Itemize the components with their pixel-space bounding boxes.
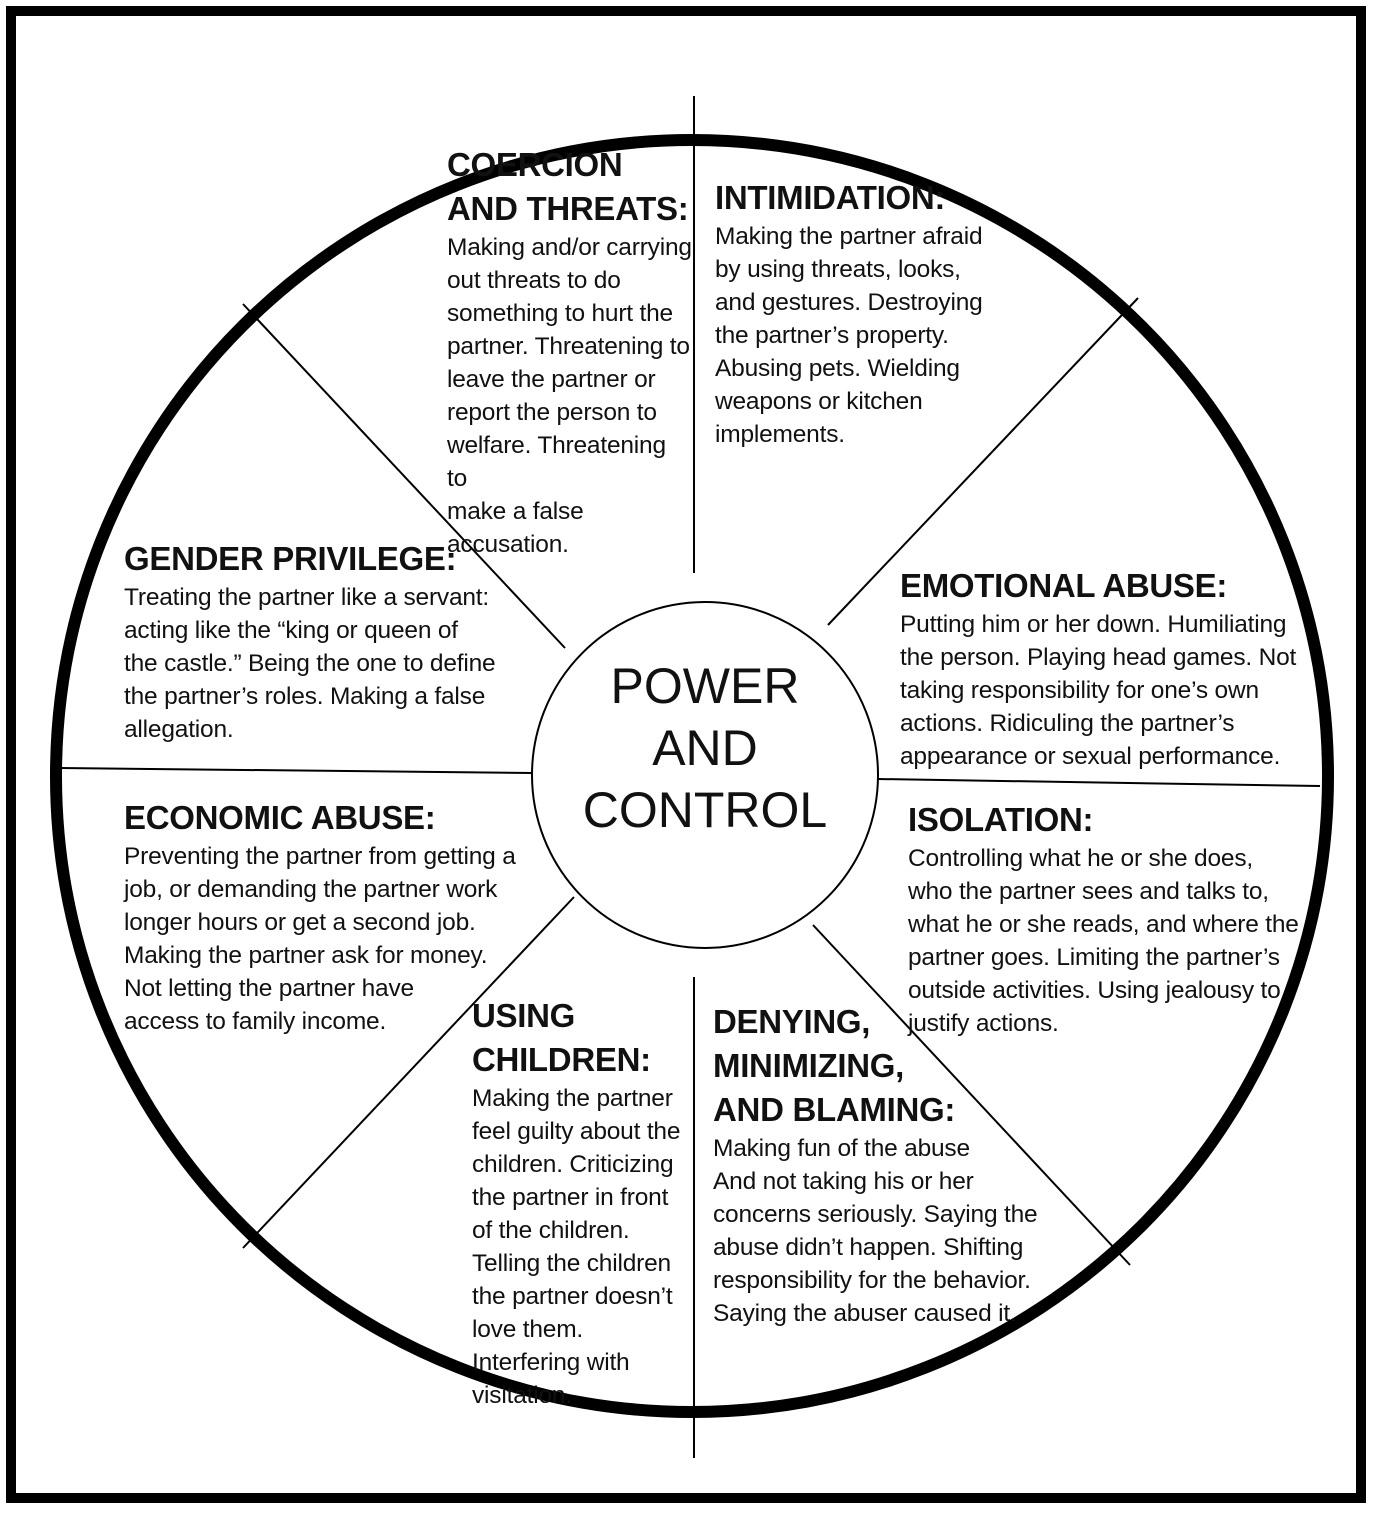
segment-intimidation-title: INTIMIDATION: <box>715 179 946 216</box>
segment-economic-abuse-title: ECONOMIC ABUSE: <box>124 799 436 836</box>
segment-economic-abuse-body: Preventing the partner from getting a job, or demanding the partner work longer hours or get a second job. Making the partner ask for money. Not letting the partner have access to family income. <box>124 843 516 1035</box>
spoke-left <box>60 768 532 773</box>
segment-coercion-body: Making and/or carrying out threats to do something to hurt the partner. Threatening to leave the partner or report the person to welfare. Threatening to make a false accusation. <box>447 234 692 558</box>
segment-coercion-title: COERCION AND THREATS: <box>447 146 689 227</box>
segment-using-children-title: USING CHILDREN: <box>472 997 651 1078</box>
spoke-right <box>878 779 1320 786</box>
segment-using-children <box>472 994 687 1412</box>
segment-gender-privilege-body: Treating the partner like a servant: acting like the “king or queen of the castle.” Being the one to define the partner’s roles. Making a false allegation. <box>124 584 496 743</box>
segment-emotional-abuse <box>900 564 1310 773</box>
segment-denying <box>713 1000 1053 1330</box>
segment-coercion <box>447 143 692 561</box>
segment-intimidation <box>715 176 1005 451</box>
center-label <box>545 655 865 865</box>
segment-gender-privilege <box>124 537 514 746</box>
segment-emotional-abuse-body: Putting him or her down. Humiliating the person. Playing head games. Not taking responsibility for one’s own actions. Ridiculing the partner’s appearance or sexual performance. <box>900 611 1297 770</box>
segment-emotional-abuse-title: EMOTIONAL ABUSE: <box>900 567 1228 604</box>
segment-intimidation-body: Making the partner afraid by using threats, looks, and gestures. Destroying the partner’s property. Abusing pets. Wielding weapons or kitchen implements. <box>715 223 983 448</box>
center-line-3: CONTROL <box>582 782 828 838</box>
segment-isolation-title: ISOLATION: <box>908 801 1094 838</box>
center-line-1: POWER <box>610 658 800 714</box>
center-line-2: AND <box>652 720 758 776</box>
segment-using-children-body: Making the partner feel guilty about the children. Criticizing the partner in front of the children. Telling the children the partner doesn’t love them. Interfering with visitation. <box>472 1085 681 1409</box>
segment-isolation-body: Controlling what he or she does, who the partner sees and talks to, what he or she reads, and where the partner goes. Limiting the partner’s outside activities. Using jealousy to justify actions. <box>908 845 1299 1037</box>
segment-economic-abuse <box>124 796 524 1038</box>
segment-denying-body: Making fun of the abuse And not taking his or her concerns seriously. Saying the abuse didn’t happen. Shifting responsibility for the behavior. Saying the abuser caused it. <box>713 1135 1038 1327</box>
segment-gender-privilege-title: GENDER PRIVILEGE: <box>124 540 457 577</box>
segment-denying-title: DENYING, MINIMIZING, AND BLAMING: <box>713 1003 956 1128</box>
